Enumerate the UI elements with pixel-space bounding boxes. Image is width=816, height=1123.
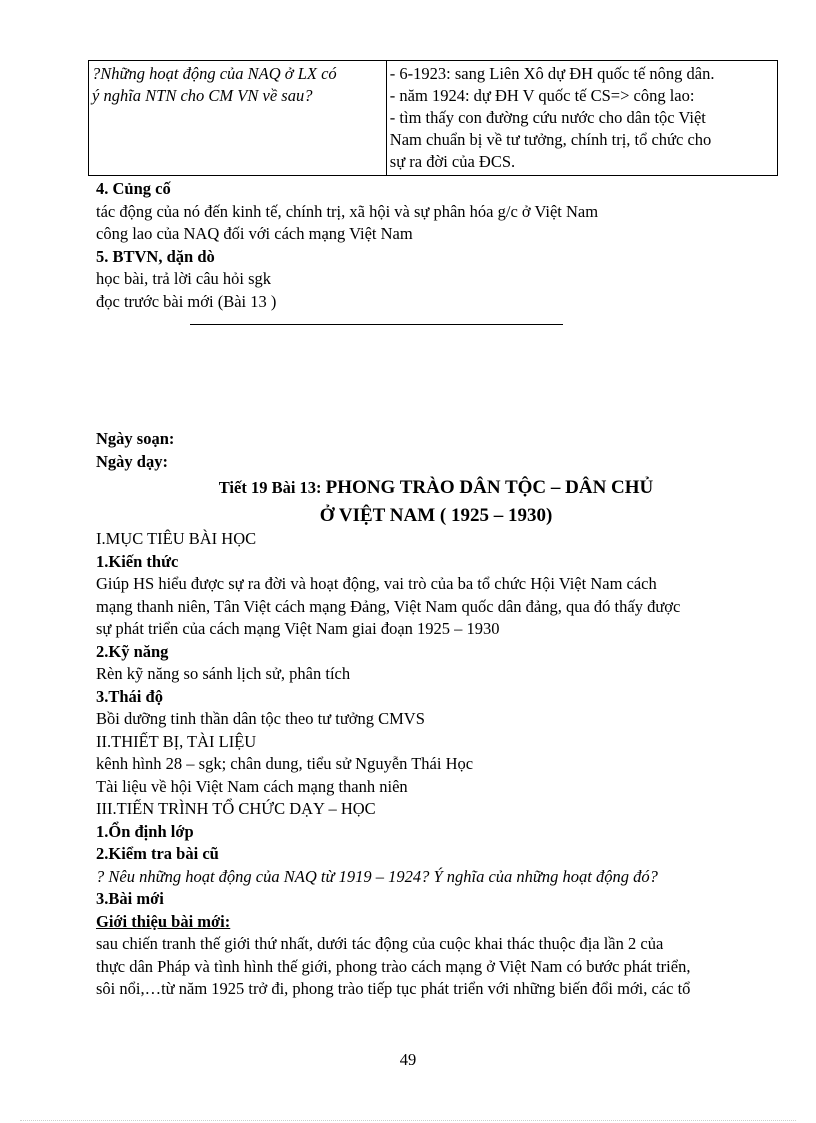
answer-line: - tìm thấy con đường cứu nước cho dân tộc Việt bbox=[389, 108, 706, 127]
knowledge-line: Giúp HS hiểu được sự ra đời và hoạt động, vai trò của ba tổ chức Hội Việt Nam cách bbox=[96, 574, 657, 593]
answer-line: sự ra đời của ĐCS. bbox=[389, 152, 516, 171]
taught-date: Ngày dạy: bbox=[96, 451, 168, 471]
question-cell bbox=[89, 61, 387, 176]
homework-line: đọc trước bài mới (Bài 13 ) bbox=[96, 291, 277, 311]
stabilize-heading: 1.Ổn định lớp bbox=[96, 821, 194, 841]
qa-table bbox=[88, 60, 778, 176]
skills-heading: 2.Kỹ năng bbox=[96, 641, 169, 661]
section-divider bbox=[190, 324, 563, 325]
intro-line: thực dân Pháp và tình hình thế giới, phong trào cách mạng ở Việt Nam có bước phát triển, bbox=[96, 956, 691, 976]
new-lesson-heading: 3.Bài mới bbox=[96, 889, 164, 908]
intro-heading: Giới thiệu bài mới: bbox=[96, 911, 231, 931]
page-edge bbox=[20, 1120, 796, 1121]
lesson-prefix: Tiết 19 Bài 13: bbox=[218, 478, 322, 497]
lesson-title-line1: PHONG TRÀO DÂN TỘC – DÂN CHỦ bbox=[325, 477, 654, 498]
check-heading: 2.Kiểm tra bài cũ bbox=[96, 844, 219, 863]
table-row bbox=[89, 61, 778, 176]
equipment-line: Tài liệu về hội Việt Nam cách mạng thanh niên bbox=[96, 776, 408, 796]
consolidate-heading: 4. Củng cố bbox=[96, 179, 171, 198]
consolidate-line: công lao của NAQ đối với cách mạng Việt Nam bbox=[96, 224, 413, 243]
equipment-line: kênh hình 28 – sgk; chân dung, tiểu sử Nguyễn Thái Học bbox=[96, 754, 474, 773]
objectives-heading: I.MỤC TIÊU BÀI HỌC bbox=[96, 529, 257, 548]
consolidate-section bbox=[96, 178, 776, 313]
question-line: ?Những hoạt động của NAQ ở LX có bbox=[92, 64, 337, 83]
consolidate-line: tác động của nó đến kinh tế, chính trị, xã hội và sự phân hóa g/c ở Việt Nam bbox=[96, 201, 599, 221]
knowledge-heading: 1.Kiến thức bbox=[96, 551, 179, 571]
attitude-heading: 3.Thái độ bbox=[96, 686, 163, 706]
knowledge-line: sự phát triển của cách mạng Việt Nam giai đoạn 1925 – 1930 bbox=[96, 619, 500, 638]
lesson-body bbox=[96, 528, 776, 1001]
process-heading: III.TIẾN TRÌNH TỔ CHỨC DẠY – HỌC bbox=[96, 799, 376, 818]
question-line: ý nghĩa NTN cho CM VN về sau? bbox=[92, 86, 313, 105]
homework-line: học bài, trả lời câu hỏi sgk bbox=[96, 269, 272, 288]
equipment-heading: II.THIẾT BỊ, TÀI LIỆU bbox=[96, 731, 257, 751]
lesson-title bbox=[96, 474, 776, 530]
answer-line: - năm 1924: dự ĐH V quốc tế CS=> công lao: bbox=[389, 86, 695, 105]
dates-section bbox=[96, 428, 776, 473]
prepared-date: Ngày soạn: bbox=[96, 429, 175, 448]
intro-line: sau chiến tranh thế giới thứ nhất, dưới tác động của cuộc khai thác thuộc địa lần 2 của bbox=[96, 934, 664, 953]
attitude-line: Bồi dưỡng tinh thần dân tộc theo tư tưởng CMVS bbox=[96, 709, 425, 728]
skills-line: Rèn kỹ năng so sánh lịch sử, phân tích bbox=[96, 664, 351, 683]
page-number: 49 bbox=[399, 1050, 417, 1069]
answer-line: - 6-1923: sang Liên Xô dự ĐH quốc tế nông dân. bbox=[389, 64, 715, 83]
intro-line: sôi nổi,…từ năm 1925 trở đi, phong trào tiếp tục phát triển với những biến đổi mới, các tổ bbox=[96, 979, 691, 998]
check-question: ? Nêu những hoạt động của NAQ từ 1919 – 1924? Ý nghĩa của những hoạt động đó? bbox=[96, 866, 658, 886]
answer-line: Nam chuẩn bị về tư tưởng, chính trị, tổ chức cho bbox=[389, 130, 712, 149]
knowledge-line: mạng thanh niên, Tân Việt cách mạng Đảng, Việt Nam quốc dân đảng, qua đó thấy được bbox=[96, 596, 681, 616]
answer-cell bbox=[386, 61, 777, 176]
homework-heading: 5. BTVN, dặn dò bbox=[96, 246, 215, 266]
lesson-title-line2: Ở VIỆT NAM ( 1925 – 1930) bbox=[319, 505, 553, 526]
